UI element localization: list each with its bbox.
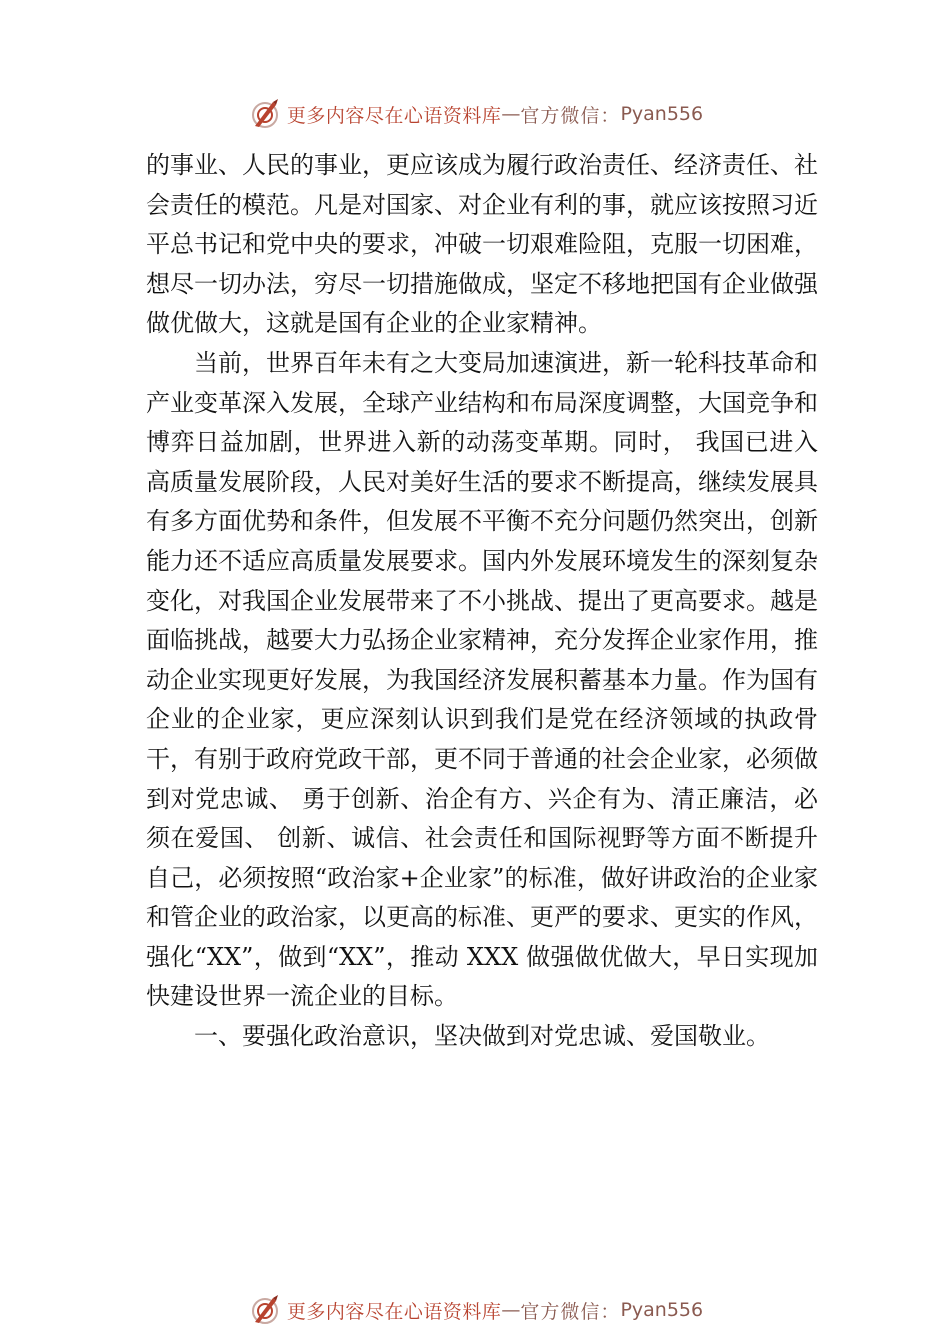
section-heading-1: 一、要强化政治意识，坚决做到对党忠诚、爱国敬业。 [194,1022,770,1051]
banner-separator: — [501,1299,521,1321]
footer-banner [0,1290,950,1330]
banner-main-text: 更多内容尽在心语资料库 [286,104,502,127]
banner-wechat-label: 官方微信： [520,104,621,127]
document-body [146,146,818,1057]
banner-wechat-label: 官方微信： [520,1300,621,1323]
banner-wechat-id: Pyan556 [620,103,704,125]
header-banner [0,94,950,134]
banner-separator: — [501,103,521,125]
paragraph-2: 当前，世界百年未有之大变局加速演进，新一轮科技革命和产业变革深入发展，全球产业结构和布局深度调整，大国竞争和博弈日益加剧，世界进入新的动荡变革期。同时， 我国已进入高质量发展阶段，人民对美好生活的要求不断提高，继续发展具有多方面优势和条件，但发展不平衡不充分问题仍然突出，创新能力还不适应高质量发展要求。国内外发展环境发生的深刻复杂变化，对我国企业发展带来了不小挑战、提出了更高要求。越是面临挑战，越要大力弘扬企业家精神，充分发挥企业家作用，推动企业实现更好发展，为我国经济发展积蓄基本力量。作为国有企业的企业家，更应深刻认识到我们是党在经济领域的执政骨干，有别于政府党政干部，更不同于普通的社会企业家，必须做到对党忠诚、 勇于创新、治企有方、兴企有为、清正廉洁，必须在爱国、 创新、诚信、社会责任和国际视野等方面不断提升自己，必须按照“政治家+企业家”的标准，做好讲政治的企业家和管企业的政治家，以更高的标准、更严的要求、更实的作风， 强化“XX”，做到“XX”，推动 XXX 做强做优做大，早日实现加快建设世界一流企业的目标。 [146,348,818,1011]
banner-main-text: 更多内容尽在心语资料库 [286,1300,502,1323]
banner-wechat-id: Pyan556 [620,1299,704,1321]
brand-logo-icon [247,96,283,132]
paragraph-1: 的事业、人民的事业，更应该成为履行政治责任、经济责任、社会责任的模范。凡是对国家、对企业有利的事，就应该按照习近平总书记和党中央的要求，冲破一切艰难险阻，克服一切困难，想尽一切办法，穷尽一切措施做成，坚定不移地把国有企业做强做优做大，这就是国有企业的企业家精神。 [146,151,818,338]
brand-logo-icon [247,1292,283,1328]
